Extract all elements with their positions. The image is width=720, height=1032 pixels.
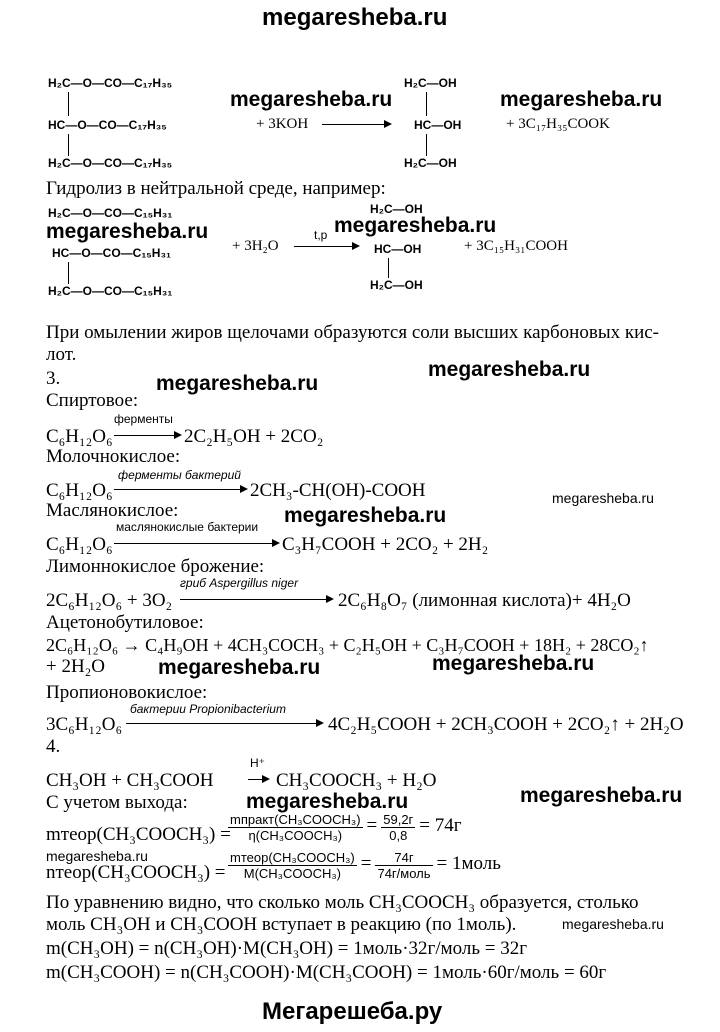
alcohol-left: C₆H₁₂O₆ xyxy=(46,426,113,447)
n-theor-result: = 1моль xyxy=(436,853,501,875)
m-theor-num: mпракт(CH₃COOCH₃) xyxy=(230,812,361,827)
fat2-arrow-head xyxy=(352,242,360,250)
fat1-product-row2: HC—OH xyxy=(414,118,462,132)
fat1-product-bond2 xyxy=(426,134,427,156)
m-theor-den: η(CH₃COOCH₃) xyxy=(248,828,343,843)
n-theor-den2: 74г/моль xyxy=(377,866,431,881)
lactic-left: C₆H₁₂O₆ xyxy=(46,480,113,501)
lactic-heading: Молочнокислое: xyxy=(46,446,181,467)
m-theor-lhs: mтеор(CH₃COOCH₃) = xyxy=(46,824,231,845)
lactic-arrow xyxy=(114,489,244,490)
ester-right: CH₃COOCH₃ + H₂O xyxy=(276,770,437,791)
butyric-arrow xyxy=(114,543,276,544)
alcohol-arrow-head xyxy=(174,431,182,439)
n-theor-fraction: $\frac{\text{mтеор(CH₃COOCH₃)}}{\text{M(CH₃COOCH₃)}}$ = $\frac{74г}{\text{74г/моль}}$ = 1моль xyxy=(230,850,501,881)
fat2-product-row2: HC—OH xyxy=(374,242,422,256)
fat2-product-row3: H₂C—OH xyxy=(370,278,423,292)
alcohol-arrow xyxy=(114,435,178,436)
acetobutyl-equation: 2C₆H₁₂O₆ → C₄H₉OH + 4CH₃COCH₃ + C₂H₅OH + C₃H₇COOH + 18H₂ + 28CO₂↑ xyxy=(46,635,649,655)
fat2-product-row1: H₂C—OH xyxy=(370,202,423,216)
watermark: megaresheba.ru xyxy=(500,88,663,111)
n-theor-num2: 74г xyxy=(375,850,432,866)
mass-acetic-acid: m(CH₃COOH) = n(CH₃COOH)·M(CH₃COOH) = 1моль·60г/моль = 60г xyxy=(46,962,607,983)
butyric-right: C₃H₇COOH + 2CO₂ + 2H₂ xyxy=(282,534,489,555)
conclusion-line-1: По уравнению видно, что сколько моль CH₃COOCH₃ образуется, столько xyxy=(46,892,639,913)
watermark: megaresheba.ru xyxy=(552,490,654,506)
watermark: megaresheba.ru xyxy=(246,790,409,813)
fat2-reactant-row3: H₂C—O—CO—C₁₅H₃₁ xyxy=(48,284,173,298)
fat2-bond-line xyxy=(68,262,69,284)
fat1-arrow-head xyxy=(384,120,392,128)
fat1-arrow xyxy=(322,124,390,125)
watermark: megaresheba.ru xyxy=(334,214,497,237)
fat2-reactant-row1: H₂C—O—CO—C₁₅H₃₁ xyxy=(48,206,173,220)
lactic-condition: ферменты бактерий xyxy=(118,468,241,482)
section-3-number: 3. xyxy=(46,368,61,389)
fat2-product-bond xyxy=(388,258,389,278)
watermark: megaresheba.ru xyxy=(428,358,591,381)
fat1-product-bond1 xyxy=(426,92,427,116)
citric-arrow-head xyxy=(326,595,334,603)
fat1-product-row1: H₂C—OH xyxy=(404,76,457,90)
citric-right: 2C₆H₈O₇ (лимонная кислота)+ 4H₂O xyxy=(338,590,631,611)
propionic-left: 3C₆H₁₂O₆ xyxy=(46,714,123,735)
fat1-reagent: + 3KOH xyxy=(256,116,309,132)
mass-methanol: m(CH₃OH) = n(CH₃OH)·M(CH₃OH) = 1моль·32г/моль = 32г xyxy=(46,938,528,959)
m-theor-fraction: $\frac{\text{mпракт(CH₃COOCH₃)}}{\text{η(CH₃COOCH₃)}}$ = $\frac{59,2г}{0,8}$ = 74г xyxy=(230,812,462,843)
watermark: megaresheba.ru xyxy=(158,656,321,679)
fat2-arrow xyxy=(294,246,356,247)
ester-condition: H⁺ xyxy=(250,756,265,770)
butyric-left: C₆H₁₂O₆ xyxy=(46,534,113,555)
fat1-bond-line2 xyxy=(68,134,69,156)
watermark: megaresheba.ru xyxy=(46,220,209,243)
fat2-condition: t,p xyxy=(314,228,328,242)
propionic-right: 4C₂H₅COOH + 2CH₃COOH + 2CO₂↑ + 2H₂O xyxy=(328,714,684,735)
section-4-number: 4. xyxy=(46,736,61,757)
fat1-reactant-row2: HC—O—CO—C₁₇H₃₅ xyxy=(48,118,167,132)
citric-left: 2C₆H₁₂O₆ + 3O₂ xyxy=(46,590,173,611)
alcohol-heading: Спиртовое: xyxy=(46,390,139,411)
watermark: megaresheba.ru xyxy=(156,372,319,395)
fat1-reactant-row1: H₂C—O—CO—C₁₇H₃₅ xyxy=(48,76,173,90)
n-theor-lhs: nтеор(CH₃COOCH₃) = xyxy=(46,862,226,883)
footer-site: Мегарешеба.ру xyxy=(262,998,443,1025)
fat2-reagent: + 3H₂O xyxy=(232,238,279,254)
neutral-heading: Гидролиз в нейтральной среде, например: xyxy=(46,178,386,199)
m-theor-result: = 74г xyxy=(419,815,462,837)
butyric-heading: Маслянокислое: xyxy=(46,500,179,521)
butyric-arrow-head xyxy=(272,539,280,547)
yield-heading: С учетом выхода: xyxy=(46,792,188,813)
acetobutyl-heading: Ацетонобутиловое: xyxy=(46,612,204,633)
n-theor-num: mтеор(CH₃COOCH₃) xyxy=(230,850,355,865)
watermark: megaresheba.ru xyxy=(432,652,595,675)
acetobutyl-equation-2: + 2H₂O xyxy=(46,656,106,677)
propionic-arrow-head xyxy=(316,719,324,727)
citric-heading: Лимоннокислое брожение: xyxy=(46,556,265,577)
watermark: megaresheba.ru xyxy=(284,504,447,527)
ester-left: CH₃OH + CH₃COOH xyxy=(46,770,214,791)
fat1-product-salt: + 3C₁₇H₃₅COOK xyxy=(506,116,610,132)
watermark: megaresheba.ru xyxy=(562,916,664,932)
saponification-text-2: лот. xyxy=(46,344,77,365)
m-theor-num2: 59,2г xyxy=(383,812,414,827)
propionic-heading: Пропионовокислое: xyxy=(46,682,208,703)
fat2-reactant-row2: HC—O—CO—C₁₅H₃₁ xyxy=(52,246,171,260)
propionic-condition: бактерии Propionibacterium xyxy=(130,702,286,716)
alcohol-right: 2C₂H₅OH + 2CO₂ xyxy=(184,426,324,447)
ester-arrow-head xyxy=(262,775,270,783)
lactic-arrow-head xyxy=(240,485,248,493)
watermark: megaresheba.ru xyxy=(46,848,148,864)
n-theor-den: M(CH₃COOCH₃) xyxy=(243,866,341,881)
butyric-condition: маслянокислые бактерии xyxy=(116,520,259,534)
conclusion-line-2: моль CH₃OH и CH₃COOH вступает в реакцию (по 1моль). xyxy=(46,914,517,935)
propionic-arrow xyxy=(126,723,320,724)
fat2-product-acid: + 3C₁₅H₃₁COOH xyxy=(464,238,568,254)
citric-arrow xyxy=(180,599,330,600)
m-theor-den2: 0,8 xyxy=(389,828,408,843)
fat1-bond-line1 xyxy=(68,92,69,116)
lactic-right: 2CH₃-CH(OH)-COOH xyxy=(250,480,426,501)
fat1-product-row3: H₂C—OH xyxy=(404,156,457,170)
alcohol-condition: ферменты xyxy=(114,412,173,426)
watermark: megaresheba.ru xyxy=(520,784,683,807)
watermark: megaresheba.ru xyxy=(230,88,393,111)
header-site: megaresheba.ru xyxy=(262,4,448,31)
citric-condition: гриб Aspergillus niger xyxy=(180,576,299,590)
fat1-reactant-row3: H₂C—O—CO—C₁₇H₃₅ xyxy=(48,156,173,170)
saponification-text: При омылении жиров щелочами образуются соли высших карбоновых кис- xyxy=(46,322,660,343)
